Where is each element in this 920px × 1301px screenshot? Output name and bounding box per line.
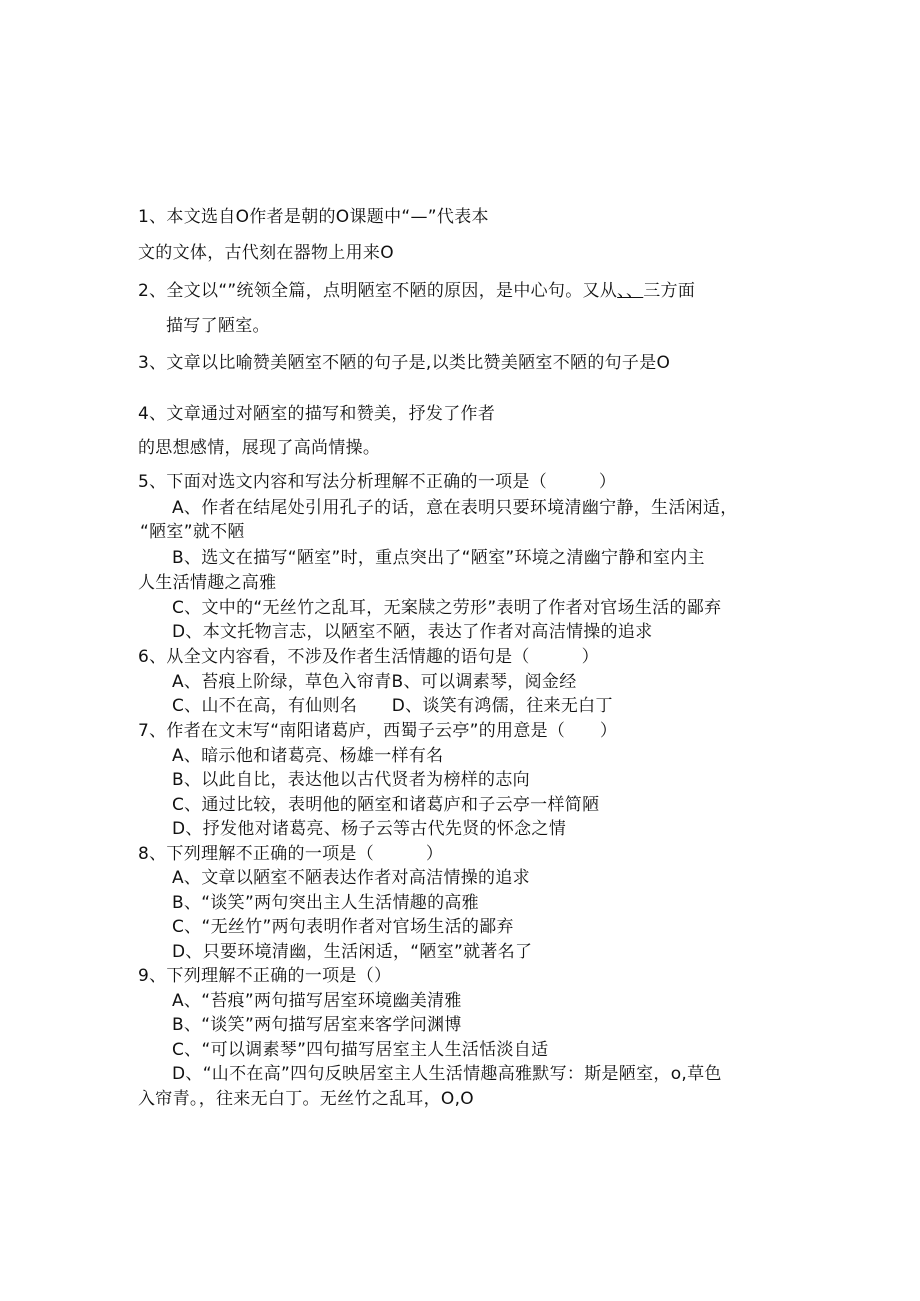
q9-option-c: C、“可以调素琴”四句描写居室主人生活恬淡自适 [172,1040,549,1060]
q8-option-c: C、“无丝竹”两句表明作者对官场生活的鄙弃 [172,917,514,937]
q6-stem: 6、从全文内容看，不涉及作者生活情趣的语句是（ ） [138,647,599,667]
q7-option-b: B、以此自比，表达他以古代贤者为榜样的志向 [172,770,530,790]
q2-text-pre: 2、全文以“”统领全篇，点明陋室不陋的原因，是中心句。又从 [138,281,618,301]
q7-option-a: A、暗示他和诸葛亮、杨雄一样有名 [172,746,444,766]
q9-option-d: D、“山不在高”四句反映居室主人生活情趣高雅默写：斯是陋室，o,草色 [172,1064,722,1084]
q8-option-b: B、“谈笑”两句突出主人生活情趣的高雅 [172,893,479,913]
q8-option-d: D、只要环境清幽，生活闲适，“陋室”就著名了 [172,942,533,962]
q5-option-a-cont: “陋室”就不陋 [140,522,245,542]
q7-option-c: C、通过比较，表明他的陋室和诸葛庐和子云亭一样简陋 [172,795,600,815]
q3-line: 3、文章以比喻赞美陋室不陋的句子是,以类比赞美陋室不陋的句子是O [138,353,671,373]
q2-line-1 [138,279,695,303]
q4-line-1: 4、文章通过对陋室的描写和赞美，抒发了作者 [138,404,496,424]
q5-option-d: D、本文托物言志，以陋室不陋，表达了作者对高洁情操的追求 [172,622,653,642]
q6-options-ab: A、苔痕上阶绿，草色入帘青B、可以调素琴，阅金经 [172,672,577,692]
q4-line-2: 的思想感情，展现了高尚情操。 [138,438,381,458]
q6-options-cd: C、山不在高，有仙则名 D、谈笑有鸿儒，往来无白丁 [172,696,613,716]
q7-option-d: D、抒发他对诸葛亮、杨子云等古代先贤的怀念之情 [172,819,566,839]
q9-stem: 9、下列理解不正确的一项是（） [138,966,392,986]
q8-stem: 8、下列理解不正确的一项是（ ） [138,844,444,864]
q1-line-2: 文的文体，古代刻在器物上用来O [138,243,394,263]
q9-option-b: B、“谈笑”两句描写居室来客学问渊博 [172,1015,462,1035]
q5-option-b-cont: 人生活情趣之高雅 [138,573,277,593]
q5-option-a: A、作者在结尾处引用孔子的话，意在表明只要环境清幽宁静，生活闲适， [172,498,738,518]
q2-text-post: 三方面 [643,281,696,301]
q5-stem: 5、下面对选文内容和写法分析理解不正确的一项是（ ） [138,472,617,492]
q8-option-a: A、文章以陋室不陋表达作者对高洁情操的追求 [172,868,530,888]
q7-stem: 7、作者在文末写“南阳诸葛庐，西蜀子云亭”的用意是（ ） [138,721,618,741]
q1-line-1: 1、本文选自O作者是朝的O课题中“—”代表本 [138,207,489,227]
q2-line-2: 描写了陋室。 [166,316,270,336]
q9-dictation-line: 入帘青。，往来无白丁。无丝竹之乱耳，O,O [138,1089,474,1109]
q5-option-b: B、选文在描写“陋室”时，重点突出了“陋室”环境之清幽宁静和室内主 [172,548,705,568]
q9-option-a: A、“苔痕”两句描写居室环境幽美清雅 [172,991,462,1011]
q5-option-c: C、文中的“无丝竹之乱耳，无案牍之劳形”表明了作者对官场生活的鄙弃 [172,598,722,618]
q2-blank: 、、 [617,281,644,301]
